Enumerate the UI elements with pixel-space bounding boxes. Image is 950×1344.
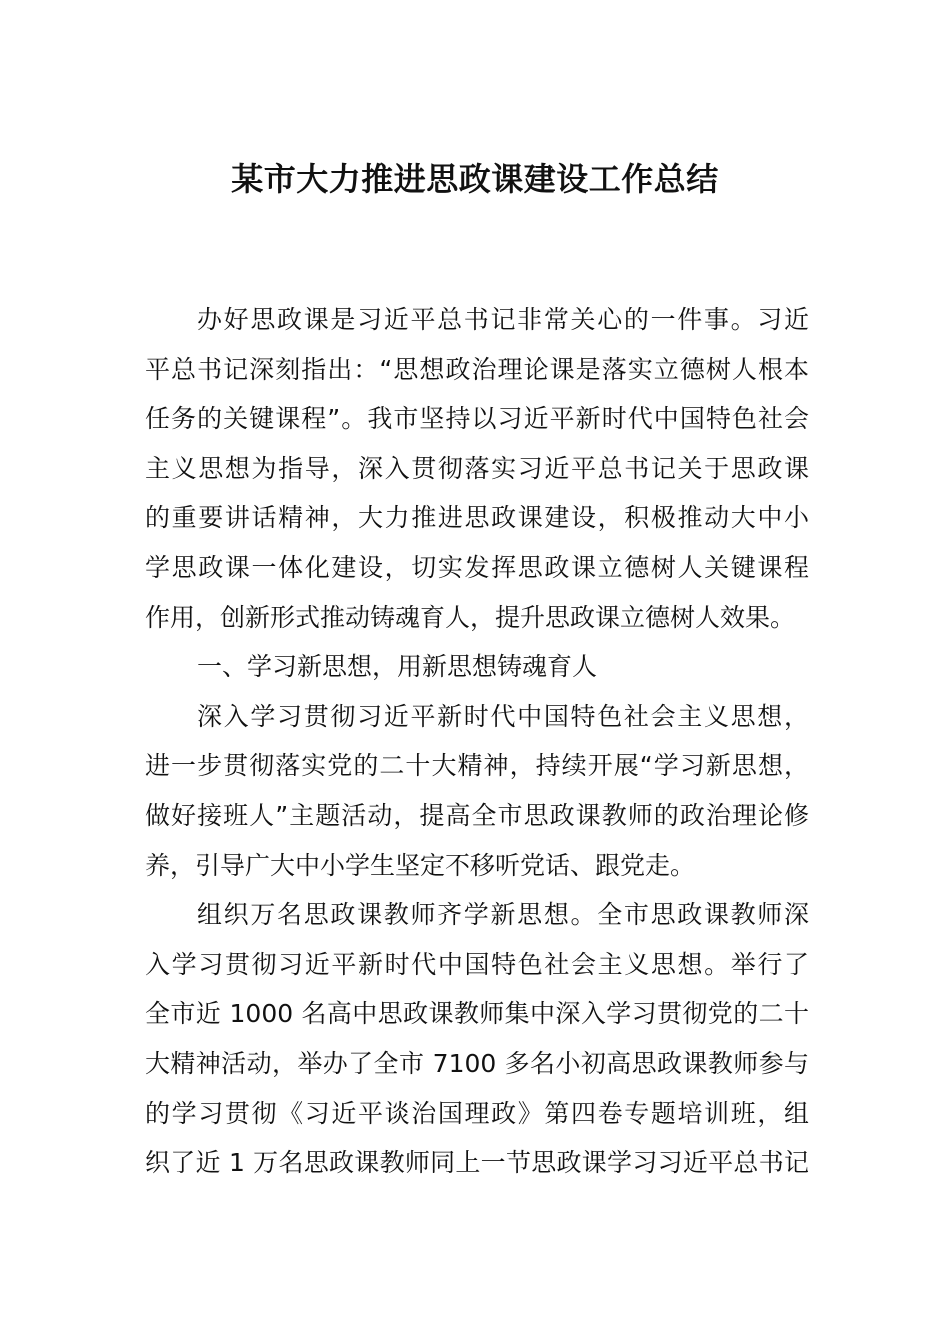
paragraph-intro-line-5: 的重要讲话精神，大力推进思政课建设，积极推动大中小 (145, 503, 809, 533)
paragraph-study-line-2: 进一步贯彻落实党的二十大精神，持续开展“学习新思想， (145, 751, 809, 781)
paragraph-intro-line-1: 办好思政课是习近平总书记非常关心的一件事。习近 (197, 305, 809, 334)
paragraph-teachers-line-4: 大精神活动，举办了全市 7100 多名小初高思政课教师参与 (145, 1048, 809, 1078)
document-body (145, 295, 809, 1188)
paragraph-teachers-line-2: 入学习贯彻习近平新时代中国特色社会主义思想。举行了 (145, 949, 809, 979)
paragraph-study-line-1: 深入学习贯彻习近平新时代中国特色社会主义思想， (197, 701, 809, 731)
paragraph-study-line-4: 养，引导广大中小学生坚定不移听党话、跟党走。 (145, 850, 696, 880)
section-heading-1: 一、学习新思想，用新思想铸魂育人 (197, 652, 598, 682)
paragraph-intro-line-2: 平总书记深刻指出：“思想政治理论课是落实立德树人根本 (145, 354, 809, 384)
paragraph-intro-line-6: 学思政课一体化建设，切实发挥思政课立德树人关键课程 (145, 552, 809, 582)
paragraph-intro-line-7: 作用，创新形式推动铸魂育人，提升思政课立德树人效果。 (145, 602, 796, 632)
document-title: 某市大力推进思政课建设工作总结 (231, 160, 719, 198)
paragraph-teachers-line-6: 织了近 1 万名思政课教师同上一节思政课学习习近平总书记 (145, 1148, 809, 1178)
paragraph-teachers-line-3: 全市近 1000 名高中思政课教师集中深入学习贯彻党的二十 (145, 999, 809, 1029)
paragraph-study-line-3: 做好接班人”主题活动，提高全市思政课教师的政治理论修 (145, 800, 809, 830)
paragraph-intro-line-4: 主义思想为指导，深入贯彻落实习近平总书记关于思政课 (145, 453, 809, 483)
paragraph-teachers-line-1: 组织万名思政课教师齐学新思想。全市思政课教师深 (197, 900, 809, 930)
paragraph-intro-line-3: 任务的关键课程”。我市坚持以习近平新时代中国特色社会 (145, 404, 809, 434)
paragraph-teachers-line-5: 的学习贯彻《习近平谈治国理政》第四卷专题培训班，组 (145, 1098, 809, 1128)
